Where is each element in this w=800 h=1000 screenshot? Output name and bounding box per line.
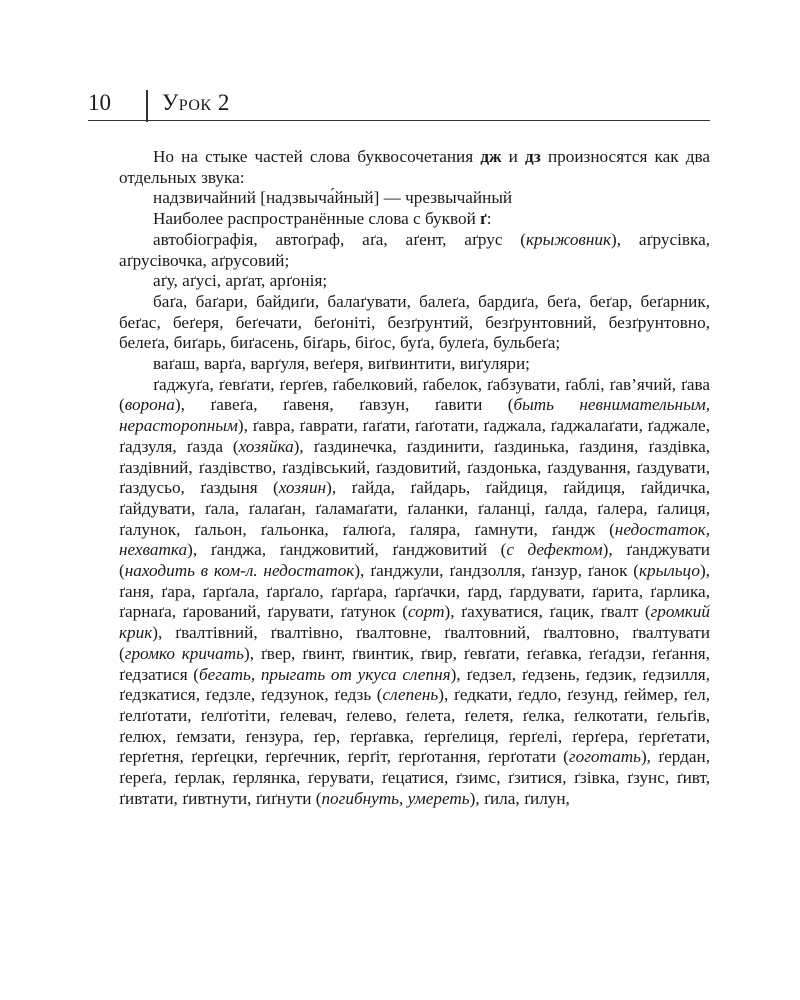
paragraph <box>119 147 710 188</box>
text-run: : <box>486 209 492 229</box>
page-header <box>88 86 710 126</box>
text-run: ), ґанджувати ( <box>119 540 710 581</box>
paragraph <box>119 271 710 292</box>
italic-gloss: быть невнимательным, нерасторопным <box>119 395 710 436</box>
text-run: ), ґавеґа, ґавеня, ґавзун, ґавити ( <box>174 395 514 415</box>
text-run: ваґаш, варґа, варґуля, веґеря, виґвинтити, виґуляри; <box>153 354 530 374</box>
paragraph <box>119 230 710 271</box>
italic-gloss: крыжовник <box>525 229 612 249</box>
text-run: баґа, баґари, байдиґи, балаґувати, балеґа, бардиґа, беґа, беґар, беґарник, беґас, беґеря, беґечати, беґоніті, безґрунтий, безґрунтовний, безґрунтовно, белеґа, биґарь, биґасень, біґарь, біґос, буґа, булеґа, бульбеґа; <box>119 291 710 353</box>
italic-gloss: недостаток, нехватка <box>119 519 710 560</box>
text-run: ), ґаня, ґара, ґарґала, ґарґало, ґарґара, ґарґачки, ґард, ґардувати, ґарита, ґарлика, ґарнаґа, ґарований, ґарувати, ґатунок ( <box>119 561 710 622</box>
italic-gloss: с дефектом <box>506 540 603 560</box>
bold-letters: ґ <box>480 209 487 229</box>
italic-gloss: слепень <box>382 685 439 705</box>
paragraph <box>119 209 710 230</box>
text-run: ), ґедзел, ґедзень, ґедзик, ґедзилля, ґедзкатися, ґедзле, ґедзунок, ґедзь ( <box>119 664 710 705</box>
header-divider <box>146 90 148 122</box>
italic-gloss: гоготать <box>568 747 641 767</box>
text-run: ), ґанджа, ґанджовитий, ґанджовитий ( <box>187 540 507 560</box>
text-run: ), ґвер, ґвинт, ґвинтик, ґвир, ґевґати, ґеґавка, ґеґадзи, ґеґання, ґедзатися ( <box>119 643 710 684</box>
italic-gloss: сорт <box>407 602 445 622</box>
paragraph <box>119 354 710 375</box>
italic-gloss: хозяйка <box>238 436 294 456</box>
paragraph <box>119 188 710 209</box>
lesson-title: Урок 2 <box>162 90 230 115</box>
text-run: произносятся как два отдельных звука: <box>119 147 710 187</box>
text-run: аґу, аґусі, арґат, арґонія; <box>153 271 328 291</box>
italic-gloss: находить в ком-л. недостаток <box>124 561 355 581</box>
text-run: ), ґавра, ґаврати, ґаґати, ґаґотати, ґаджала, ґаджалаґати, ґаджале, ґадзуля, ґазда ( <box>119 416 710 456</box>
page-body <box>119 147 710 810</box>
text-run: Наиболее распространённые слова с буквой <box>153 209 481 229</box>
italic-gloss: ворона <box>124 395 175 415</box>
header-rule <box>88 120 710 121</box>
page-number: 10 <box>88 90 111 115</box>
text-run: ), ґвалтівний, ґвалтівно, ґвалтовне, ґвалтовний, ґвалтовно, ґвалтувати ( <box>119 623 710 663</box>
text-run: ), ґердан, ґереґа, ґерлак, ґерлянка, ґерувати, ґецатися, ґзимс, ґзитися, ґзівка, ґзунс, ґивт, ґивтати, ґивтнути, ґиґнути ( <box>119 747 710 808</box>
text-run: ґаджуґа, ґевґати, ґерґев, ґабелковий, ґабелок, ґабзувати, ґаблі, ґав’ячий, ґава ( <box>119 374 710 415</box>
text-run: ), ґаздинечка, ґаздинити, ґаздинька, ґаздиня, ґаздівка, ґаздівний, ґаздівство, ґаздівський, ґаздовитий, ґаздонька, ґаздування, ґаздувати, ґаздусьо, ґаздыня ( <box>119 436 710 498</box>
italic-gloss: бегать, прыгать от укуса слепня <box>199 664 451 684</box>
bold-letters: дз <box>525 147 541 166</box>
text-run: ), аґрусівка, аґрусівочка, аґрусовий; <box>119 229 710 270</box>
text-run: и <box>501 147 525 166</box>
italic-gloss: хозяин <box>278 478 327 498</box>
paragraph <box>119 292 710 354</box>
text-run: ), ґанджули, ґандзолля, ґанзур, ґанок ( <box>354 561 639 581</box>
italic-gloss: громкий крик <box>119 602 710 643</box>
text-run: ), ґедкати, ґедло, ґезунд, ґеймер, ґел, ґелґотати, ґелґотіти, ґелевач, ґелево, ґелета, ґелетя, ґелка, ґелкотати, ґельґів, ґелюх, ґемзати, ґензура, ґер, ґерґавка, ґерґелиця, ґерґелі, ґерґера, ґерґетати, ґерґетня, ґерґецки, ґерґечник, ґерґіт, ґерґотання, ґерґотати ( <box>119 685 710 767</box>
text-run: ), ґахуватися, ґацик, ґвалт ( <box>444 602 651 622</box>
text-run: ), ґила, ґилун, <box>469 788 570 808</box>
italic-gloss: громко кричать <box>124 643 244 663</box>
text-run: надзвичайний [надзвыча́йный] — чрезвычайный <box>153 188 513 208</box>
bold-letters: дж <box>480 147 502 166</box>
italic-gloss: погибнуть, умереть <box>321 788 470 808</box>
paragraph <box>119 375 710 810</box>
italic-gloss: крыльцо <box>638 561 700 581</box>
text-run: автобіографія, автоґраф, аґа, аґент, аґрус ( <box>153 229 526 249</box>
text-run: ), ґайда, ґайдарь, ґайдиця, ґайдиця, ґайдичка, ґайдувати, ґала, ґалаґан, ґаламаґати, ґаланки, ґаланці, ґалда, ґалера, ґалиця, ґалунок, ґальон, ґальонка, ґалюґа, ґаляра, ґамнути, ґандж ( <box>119 478 710 539</box>
text-run: Но на стыке частей слова буквосочетания <box>153 147 481 166</box>
